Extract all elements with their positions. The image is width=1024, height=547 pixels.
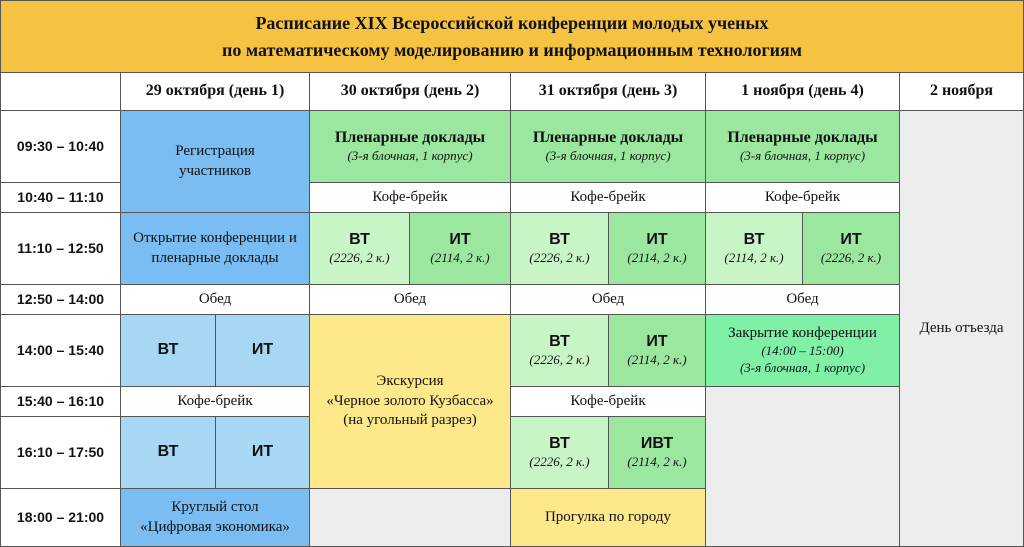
day2-evening-empty <box>310 489 511 547</box>
day4-coffee-1: Кофе-брейк <box>706 183 900 213</box>
round-table-line-2: «Цифровая экономика» <box>140 518 290 535</box>
day1-vt-section-2: ВТ <box>121 417 216 489</box>
opening-label: Открытие конференции и пленарные доклады <box>133 230 297 266</box>
day2-plenary <box>310 111 511 183</box>
closing-room: (3-я блочная, 1 корпус) <box>739 360 866 376</box>
day2-lunch: Обед <box>310 285 511 315</box>
time-slot-1: 09:30 – 10:40 <box>0 111 121 183</box>
header-day-3: 31 октября (день 3) <box>511 73 706 111</box>
day4-lunch: Обед <box>706 285 900 315</box>
time-slot-6: 15:40 – 16:10 <box>0 387 121 417</box>
plenary-label: Пленарные доклады <box>334 128 486 146</box>
it-label: ИТ <box>646 332 668 350</box>
day3-sections-afternoon <box>511 315 706 387</box>
day4-vt-section <box>706 213 803 285</box>
day3-plenary <box>511 111 706 183</box>
it-room: (2114, 2 к.) <box>627 352 687 368</box>
schedule-title <box>0 0 1024 73</box>
day2-sections <box>310 213 511 285</box>
ivt-label: ИВТ <box>640 434 674 452</box>
day1-coffee-2: Кофе-брейк <box>121 387 310 417</box>
day3-ivt-section <box>609 417 706 489</box>
vt-room: (2226, 2 к.) <box>329 250 390 266</box>
header-day-4: 1 ноября (день 4) <box>706 73 900 111</box>
title-line-2: по математическому моделированию и информационным технологиям <box>222 39 802 60</box>
plenary-label: Пленарные доклады <box>532 128 684 146</box>
round-table-line-1: Круглый стол <box>171 499 259 515</box>
plenary-room: (3-я блочная, 1 корпус) <box>545 148 671 164</box>
it-label: ИТ <box>449 230 471 248</box>
day3-it-section-2 <box>609 315 706 387</box>
day2-it-section <box>410 213 511 285</box>
day3-city-walk: Прогулка по городу <box>511 489 706 547</box>
day3-vt-section-1 <box>511 213 609 285</box>
day1-it-section-1: ИТ <box>216 315 310 387</box>
day2-coffee-1: Кофе-брейк <box>310 183 511 213</box>
vt-label: ВТ <box>349 230 370 248</box>
vt-room: (2226, 2 к.) <box>529 250 590 266</box>
vt-room: (2114, 2 к.) <box>724 250 784 266</box>
day3-it-section-1 <box>609 213 706 285</box>
header-day-1: 29 октября (день 1) <box>121 73 310 111</box>
day4-sections <box>706 213 900 285</box>
day1-lunch: Обед <box>121 285 310 315</box>
day4-closing <box>706 315 900 387</box>
time-slot-8: 18:00 – 21:00 <box>0 489 121 547</box>
day3-sections-evening <box>511 417 706 489</box>
excursion-line-1: Экскурсия <box>376 373 444 390</box>
time-slot-2: 10:40 – 11:10 <box>0 183 121 213</box>
plenary-room: (3-я блочная, 1 корпус) <box>347 148 473 164</box>
day4-plenary <box>706 111 900 183</box>
header-day-2: 30 октября (день 2) <box>310 73 511 111</box>
day1-vt-section-1: ВТ <box>121 315 216 387</box>
it-room: (2114, 2 к.) <box>430 250 490 266</box>
day2-excursion <box>310 315 511 489</box>
day4-evening-empty <box>706 387 900 547</box>
day1-registration <box>121 111 310 213</box>
header-day-5: 2 ноября <box>900 73 1024 111</box>
registration-label: Регистрация участников <box>175 143 255 179</box>
header-corner <box>0 73 121 111</box>
it-label: ИТ <box>646 230 668 248</box>
day4-it-section <box>803 213 900 285</box>
day3-vt-section-2 <box>511 315 609 387</box>
vt-room: (2226, 2 к.) <box>529 454 590 470</box>
vt-label: ВТ <box>743 230 765 248</box>
excursion-line-3: (на угольный разрез) <box>343 412 477 429</box>
plenary-room: (3-я блочная, 1 корпус) <box>739 148 866 164</box>
it-room: (2114, 2 к.) <box>627 250 687 266</box>
plenary-label: Пленарные доклады <box>727 128 878 146</box>
excursion-line-2: «Черное золото Кузбасса» <box>326 392 494 409</box>
day1-round-table <box>121 489 310 547</box>
day3-lunch: Обед <box>511 285 706 315</box>
time-slot-7: 16:10 – 17:50 <box>0 417 121 489</box>
ivt-room: (2114, 2 к.) <box>627 454 687 470</box>
closing-label: Закрытие конференции <box>728 324 877 341</box>
day1-opening <box>121 213 310 285</box>
day3-sections-morning <box>511 213 706 285</box>
day1-sections-evening <box>121 417 310 489</box>
day3-coffee-2: Кофе-брейк <box>511 387 706 417</box>
vt-label: ВТ <box>549 230 570 248</box>
time-slot-4: 12:50 – 14:00 <box>0 285 121 315</box>
it-label: ИТ <box>840 230 862 248</box>
it-room: (2226, 2 к.) <box>820 250 882 266</box>
day2-vt-section <box>310 213 410 285</box>
vt-label: ВТ <box>549 434 570 452</box>
closing-time: (14:00 – 15:00) <box>761 343 844 359</box>
vt-room: (2226, 2 к.) <box>529 352 590 368</box>
day3-vt-section-3 <box>511 417 609 489</box>
day3-coffee-1: Кофе-брейк <box>511 183 706 213</box>
day1-sections-afternoon <box>121 315 310 387</box>
time-slot-5: 14:00 – 15:40 <box>0 315 121 387</box>
vt-label: ВТ <box>549 332 570 350</box>
title-line-1: Расписание XIX Всероссийской конференции молодых ученых <box>255 13 769 34</box>
day5-departure: День отъезда <box>900 111 1024 547</box>
day1-it-section-2: ИТ <box>216 417 310 489</box>
time-slot-3: 11:10 – 12:50 <box>0 213 121 285</box>
